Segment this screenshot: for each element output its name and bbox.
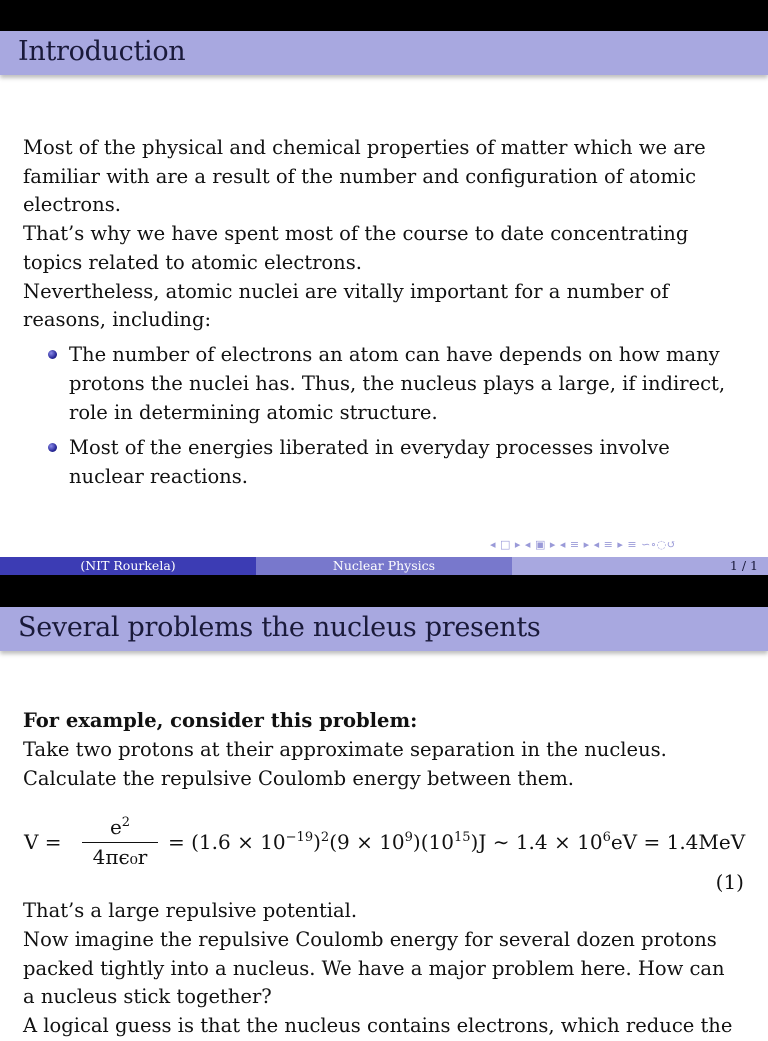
slide2-after-line-1: That’s a large repulsive potential. <box>23 899 358 922</box>
bullet-dot-icon <box>48 443 57 452</box>
fraction-denominator: 4πϵ₀r <box>92 845 148 869</box>
slide1-line-7: reasons, including: <box>23 308 212 331</box>
slide2-after-line-3: packed tightly into a nucleus. We have a major problem here. How can <box>23 957 725 980</box>
footer-course: Nuclear Physics <box>256 557 512 575</box>
bullet-dot-icon <box>48 350 57 359</box>
bullet-line: protons the nuclei has. Thus, the nucleus plays a large, if indirect, <box>69 371 726 395</box>
slide1-line-4: That’s why we have spent most of the course to date concentrating <box>23 222 689 245</box>
numerator-exponent: 2 <box>121 815 131 830</box>
fraction-numerator <box>78 812 162 842</box>
bullet-item <box>48 434 725 492</box>
slide1-line-2: familiar with are a result of the number and configuration of atomic <box>23 165 697 188</box>
slide2-title-bar <box>0 607 768 651</box>
slide2-after-line-5: A logical guess is that the nucleus contains electrons, which reduce the <box>23 1014 733 1037</box>
bullet-line: role in determining atomic structure. <box>69 400 438 424</box>
slide2-heading: For example, consider this problem: <box>23 709 418 732</box>
equation-rhs <box>168 830 745 854</box>
top-black-bar <box>0 0 768 31</box>
slide1-title: Introduction <box>18 36 186 67</box>
rhs-exponent: −19 <box>285 830 314 845</box>
slide2-after-line-2: Now imagine the repulsive Coulomb energy for several dozen protons <box>23 928 717 951</box>
middle-black-bar <box>0 575 768 607</box>
slide1-line-6: Nevertheless, atomic nuclei are vitally important for a number of <box>23 280 669 303</box>
equation-fraction <box>78 812 162 871</box>
bullet-line: nuclear reactions. <box>69 465 248 489</box>
rhs-part: (9 × 10 <box>329 830 405 854</box>
footer-author: (NIT Rourkela) <box>0 557 256 575</box>
rhs-part: )J ∼ 1.4 × 10 <box>470 830 603 854</box>
slide2-line-2: Calculate the repulsive Coulomb energy between them. <box>23 767 575 790</box>
equation-lhs: V = <box>24 830 62 854</box>
rhs-part: )(10 <box>412 830 454 854</box>
slide2-title: Several problems the nucleus presents <box>18 612 541 643</box>
rhs-part: = (1.6 × 10 <box>168 830 286 854</box>
coulomb-equation <box>24 812 744 892</box>
slide1-line-5: topics related to atomic electrons. <box>23 251 362 274</box>
rhs-part: eV = 1.4MeV <box>610 830 746 854</box>
rhs-exponent: 6 <box>602 830 611 845</box>
rhs-exponent: 2 <box>320 830 330 845</box>
rhs-exponent: 9 <box>404 830 413 845</box>
slide2-line-1: Take two protons at their approximate separation in the nucleus. <box>23 738 667 761</box>
slide1-line-1: Most of the physical and chemical properties of matter which we are <box>23 136 706 159</box>
bullet-item <box>48 341 725 427</box>
rhs-exponent: 15 <box>453 830 471 845</box>
footer-page-number <box>512 557 768 575</box>
page-number: 1 / 1 <box>729 558 758 573</box>
slide2-after-line-4: a nucleus stick together? <box>23 985 272 1008</box>
slide1-footer <box>0 557 768 575</box>
numerator-base: e <box>109 815 122 839</box>
bullet-line: Most of the energies liberated in everyday processes involve <box>69 436 670 460</box>
rhs-part: ) <box>313 830 321 854</box>
slide1-line-3: electrons. <box>23 193 121 216</box>
beamer-navigation-icons[interactable]: ◂ □ ▸ ◂ ▣ ▸ ◂ ≡ ▸ ◂ ≡ ▸ ≡ ∽∘◌↺ <box>490 538 677 551</box>
slide1-bullet-list <box>48 341 725 492</box>
bullet-line: The number of electrons an atom can have depends on how many <box>69 343 720 366</box>
slide1-title-bar <box>0 31 768 75</box>
equation-number: (1) <box>715 870 744 894</box>
